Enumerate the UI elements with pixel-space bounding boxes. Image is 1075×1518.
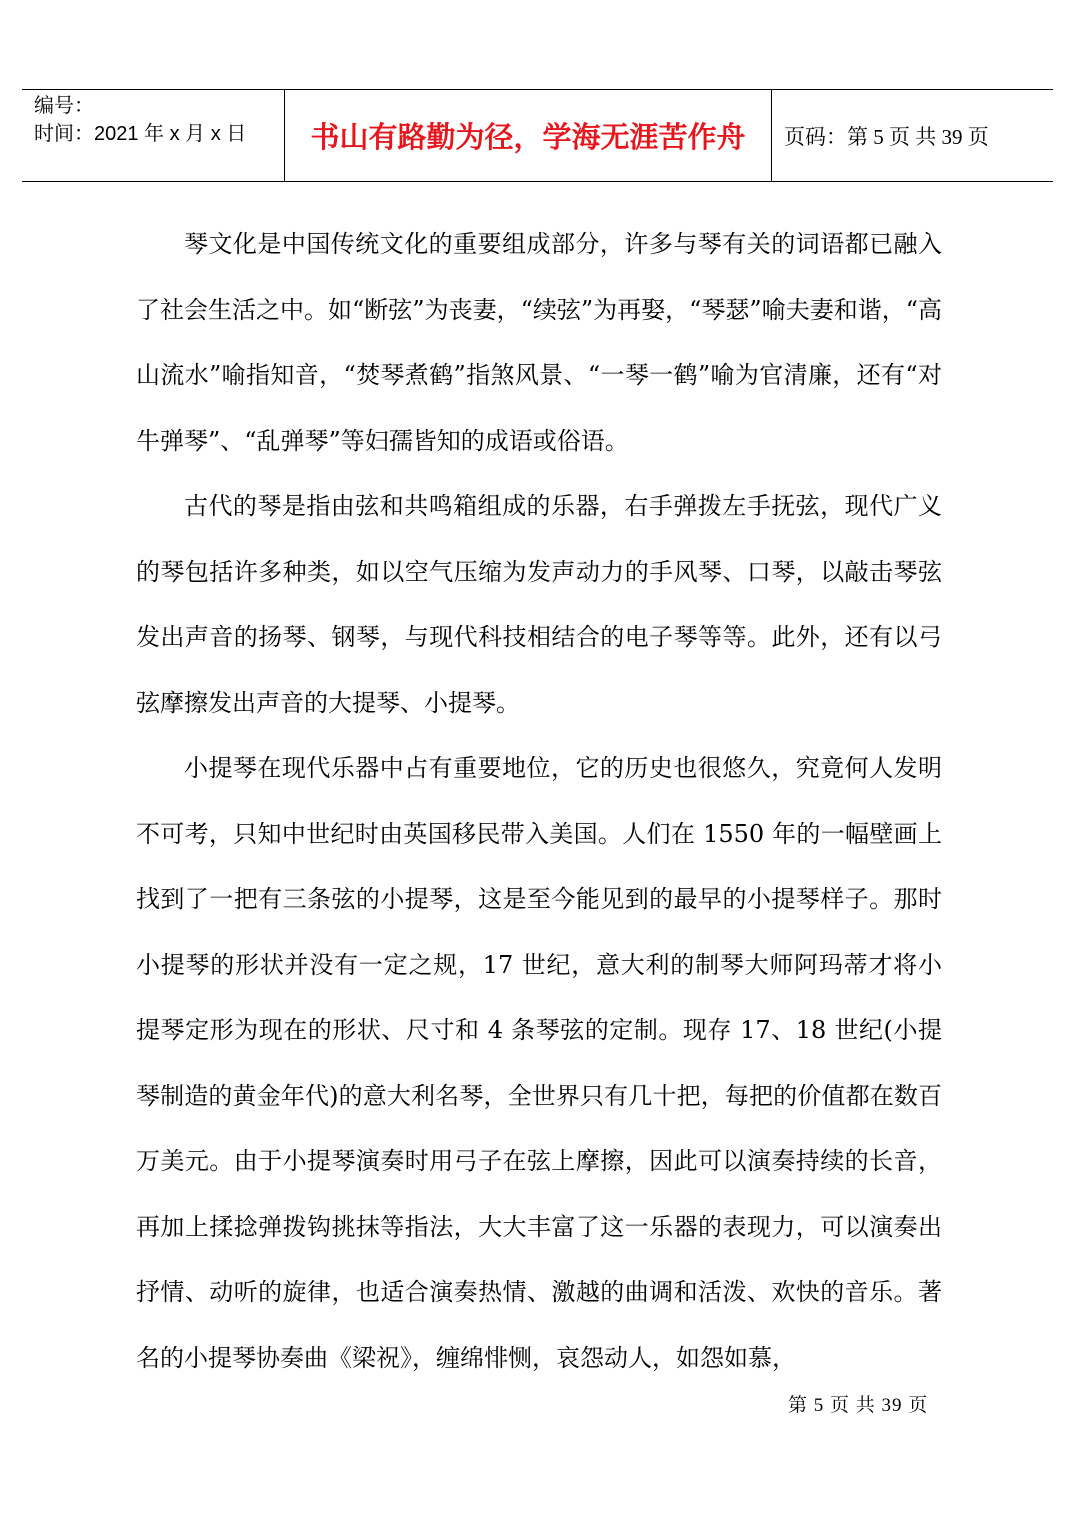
paragraph: 琴文化是中国传统文化的重要组成部分，许多与琴有关的词语都已融入了社会生活之中。如“断弦”为丧妻，“续弦”为再娶，“琴瑟”喻夫妻和谐，“高山流水”喻指知音，“焚琴煮鹤”指煞风景、“一琴一鹤”喻为官清廉，还有“对牛弹琴”、“乱弹琴”等妇孺皆知的成语或俗语。 — [136, 230, 942, 455]
page-footer: 第 5 页 共 39 页 — [788, 1395, 929, 1416]
header-page-info: 页码：第 5 页 共 39 页 — [784, 124, 989, 149]
document-body — [136, 212, 942, 1391]
header-motto-cell — [285, 90, 771, 181]
document-header — [22, 89, 1053, 182]
date-label: 时间：2021 年 x 月 x 日 — [34, 123, 247, 145]
paragraph: 古代的琴是指由弦和共鸣箱组成的乐器，右手弹拨左手抚弦，现代广义的琴包括许多种类，如以空气压缩为发声动力的手风琴、口琴，以敲击琴弦发出声音的扬琴、钢琴，与现代科技相结合的电子琴等等。此外，还有以弓弦摩擦发出声音的大提琴、小提琴。 — [136, 492, 942, 717]
motto-text: 书山有路勤为径，学海无涯苦作舟 — [310, 120, 746, 154]
paragraph: 小提琴在现代乐器中占有重要地位，它的历史也很悠久，究竟何人发明不可考，只知中世纪时由英国移民带入美国。人们在 1550 年的一幅壁画上找到了一把有三条弦的小提琴，这是至今能见到的最早的小提琴样子。那时小提琴的形状并没有一定之规，17 世纪，意大利的制琴大师阿玛蒂才将小提琴定形为现在的形状、尺寸和 4 条琴弦的定制。现存 17、18 世纪(小提琴制造的黄金年代)的意大利名琴，全世界只有几十把，每把的价值都在数百万美元。由于小提琴演奏时用弓子在弦上摩擦，因此可以演奏持续的长音，再加上揉捻弹拨钩挑抹等指法，大大丰富了这一乐器的表现力，可以演奏出抒情、动听的旋律，也适合演奏热情、激越的曲调和活泼、欢快的音乐。著名的小提琴协奏曲《梁祝》，缠绵悱恻，哀怨动人，如怨如慕， — [136, 754, 942, 1372]
header-meta — [22, 90, 284, 181]
serial-number-label: 编号： — [34, 95, 94, 117]
